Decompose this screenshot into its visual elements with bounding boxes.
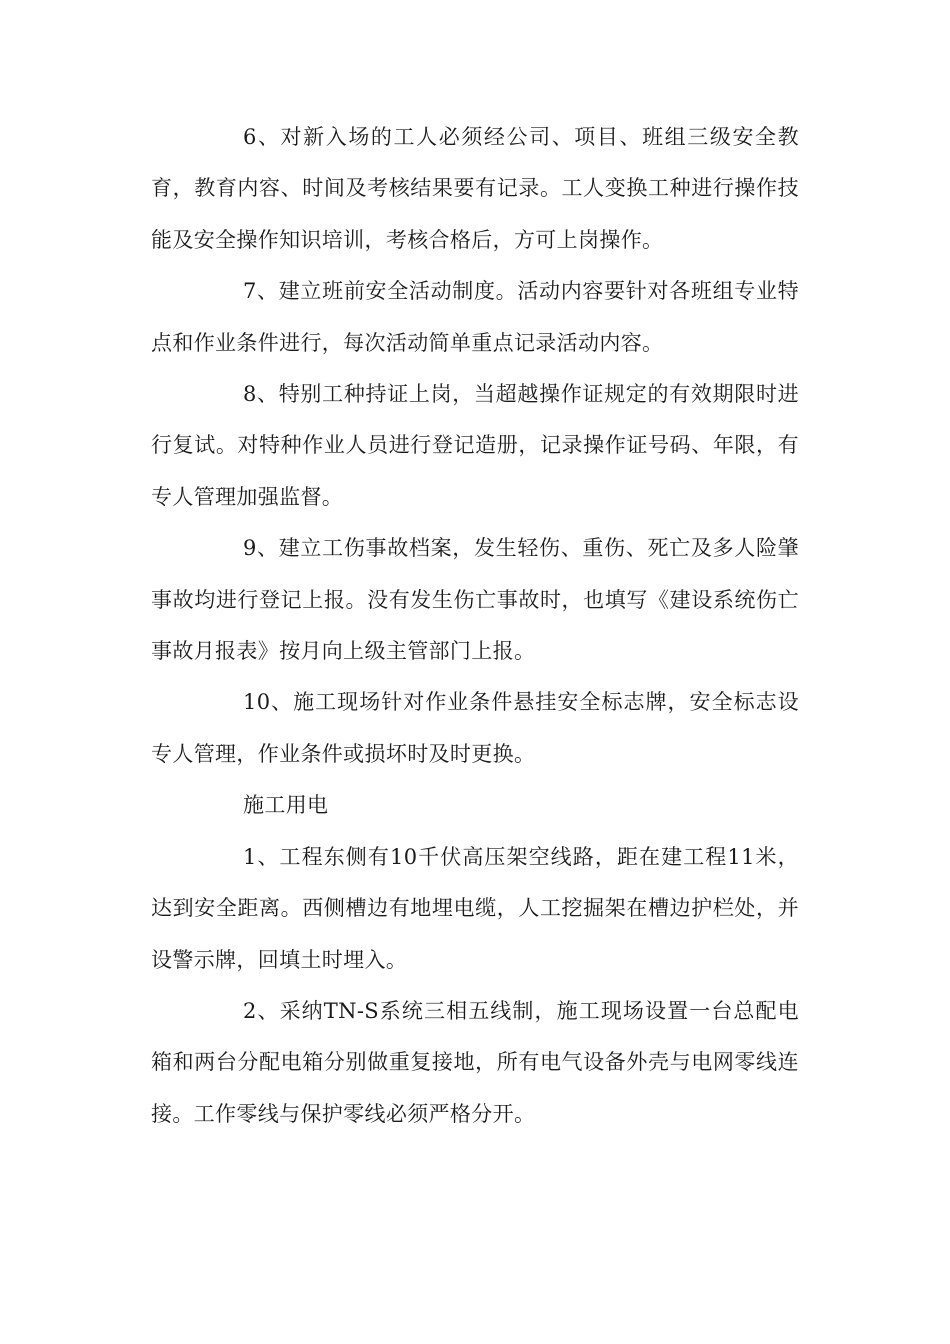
paragraph-item-8: 8、特别工种持证上岗，当超越操作证规定的有效期限时进行复试。对特种作业人员进行登记造册，记录操作证号码、年限，有专人管理加强监督。 (151, 382, 799, 509)
paragraph-power-2: 2、采纳TN-S系统三相五线制，施工现场设置一台总配电箱和两台分配电箱分别做重复接地，所有电气设备外壳与电网零线连接。工作零线与保护零线必须严格分开。 (151, 998, 799, 1126)
paragraph-item-7: 7、建立班前安全活动制度。活动内容要针对各班组专业特点和作业条件进行，每次活动简单重点记录活动内容。 (151, 279, 799, 355)
paragraph-power-1: 1、工程东侧有10千伏高压架空线路，距在建工程11米，达到安全距离。西侧槽边有地埋电缆，人工挖掘架在槽边护栏处，并设警示牌，回填土时埋入。 (151, 844, 799, 972)
section-heading-construction-power: 施工用电 (243, 793, 329, 818)
paragraph-item-6: 6、对新入场的工人必须经公司、项目、班组三级安全教育，教育内容、时间及考核结果要有记录。工人变换工种进行操作技能及安全操作知识培训，考核合格后，方可上岗操作。 (151, 125, 799, 252)
paragraph-item-10: 10、施工现场针对作业条件悬挂安全标志牌，安全标志设专人管理，作业条件或损坏时及时更换。 (151, 690, 799, 766)
paragraph-item-9: 9、建立工伤事故档案，发生轻伤、重伤、死亡及多人险肇事故均进行登记上报。没有发生伤亡事故时，也填写《建设系统伤亡事故月报表》按月向上级主管部门上报。 (151, 536, 799, 664)
document-body (151, 112, 799, 1140)
